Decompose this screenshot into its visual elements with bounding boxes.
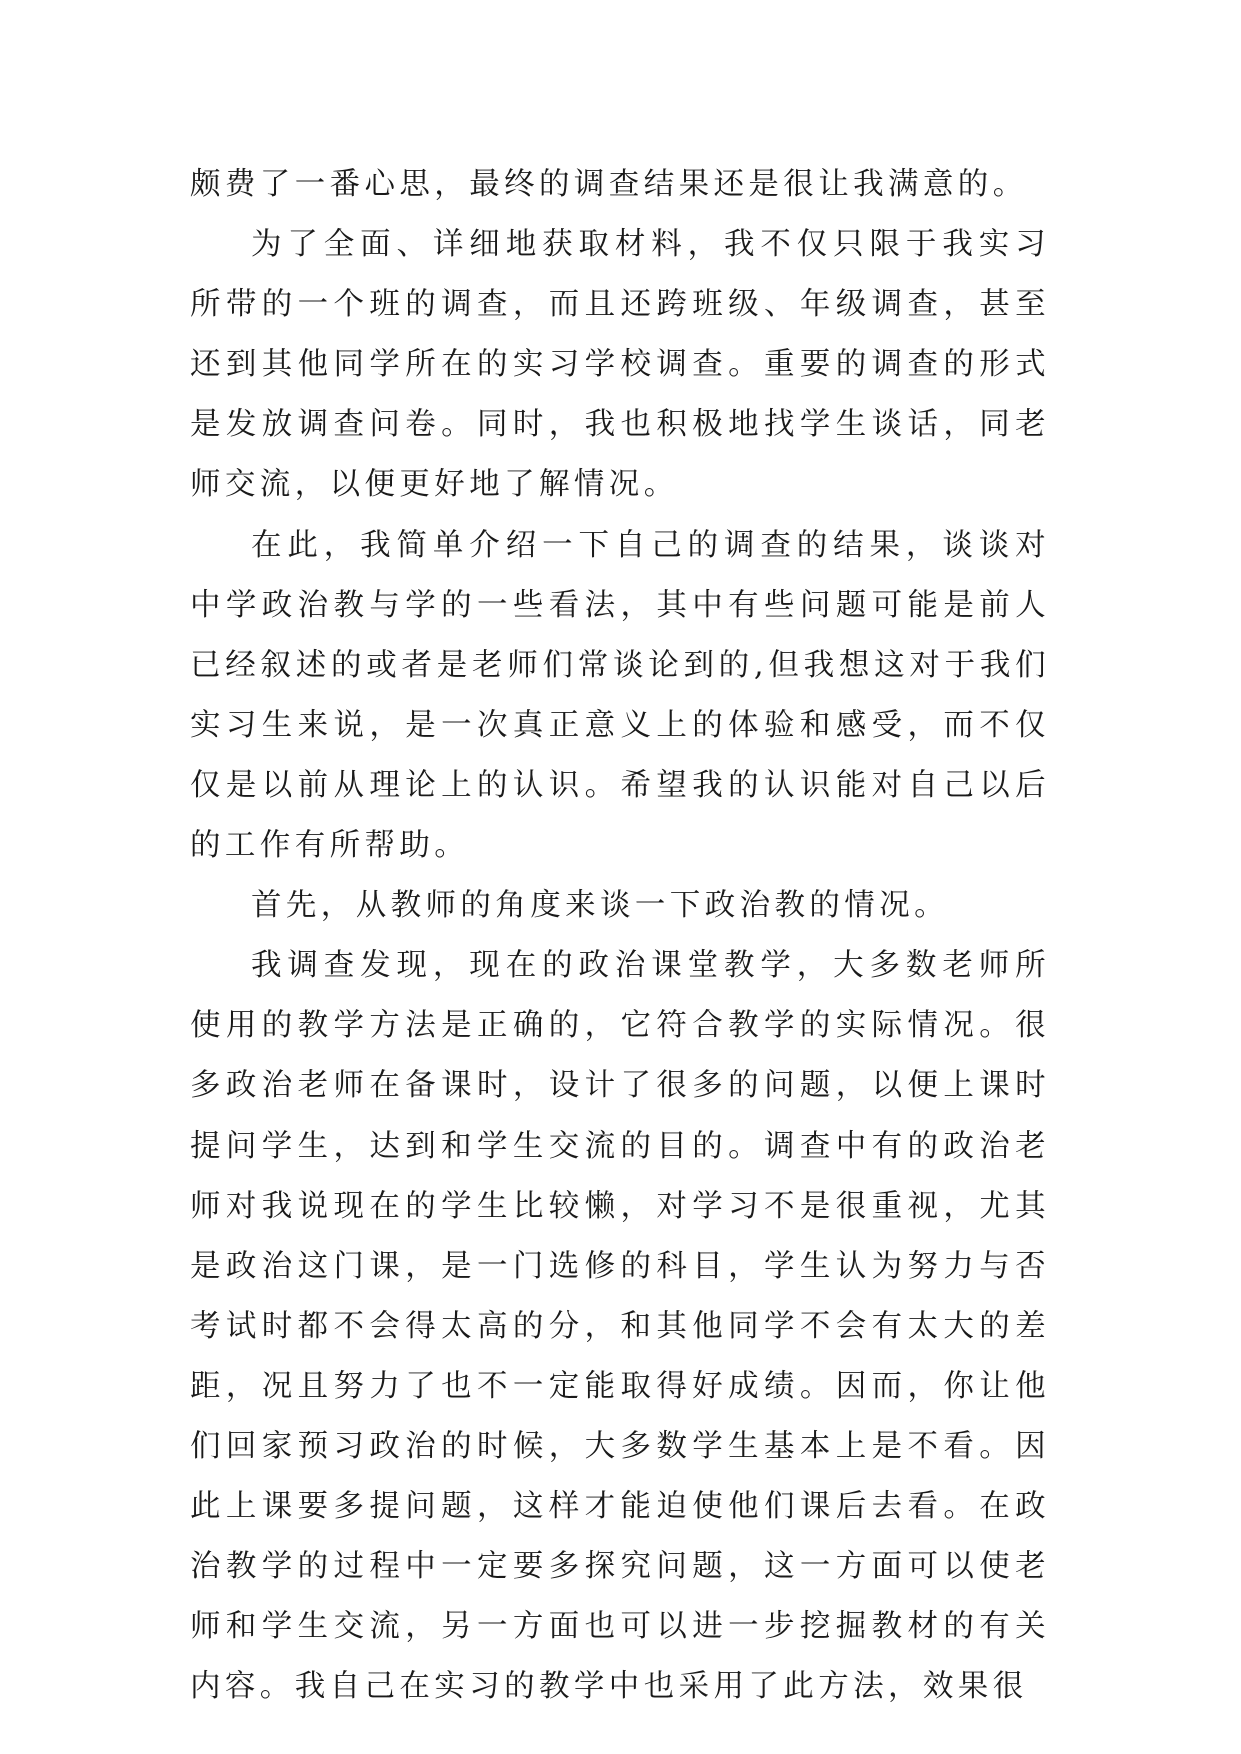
paragraph: 我调查发现，现在的政治课堂教学，大多数老师所使用的教学方法是正确的，它符合教学的实际情况。很多政治老师在备课时，设计了很多的问题，以便上课时提问学生，达到和学生交流的目的。调查中有的政治老师对我说现在的学生比较懒，对学习不是很重视，尤其是政治这门课，是一门选修的科目，学生认为努力与否考试时都不会得太高的分，和其他同学不会有太大的差距，况且努力了也不一定能取得好成绩。因而，你让他们回家预习政治的时候，大多数学生基本上是不看。因此上课要多提问题，这样才能迫使他们课后去看。在政治教学的过程中一定要多探究问题，这一方面可以使老师和学生交流，另一方面也可以进一步挖掘教材的有关内容。我自己在实习的教学中也采用了此方法，效果很	[190, 948, 1050, 1705]
body-text	[190, 155, 1050, 1717]
paragraph: 在此，我简单介绍一下自己的调查的结果，谈谈对中学政治教与学的一些看法，其中有些问题可能是前人已经叙述的或者是老师们常谈论到的,但我想这对于我们实习生来说，是一次真正意义上的体验和感受，而不仅仅是以前从理论上的认识。希望我的认识能对自己以后的工作有所帮助。	[190, 527, 1050, 864]
paragraph: 首先，从教师的角度来谈一下政治教的情况。	[251, 888, 949, 924]
paragraph: 为了全面、详细地获取材料，我不仅只限于我实习所带的一个班的调查，而且还跨班级、年级调查，甚至还到其他同学所在的实习学校调查。重要的调查的形式是发放调查问卷。同时，我也积极地找学生谈话，同老师交流，以便更好地了解情况。	[190, 227, 1050, 503]
paragraph: 颇费了一番心思，最终的调查结果还是很让我满意的。	[190, 167, 1028, 202]
